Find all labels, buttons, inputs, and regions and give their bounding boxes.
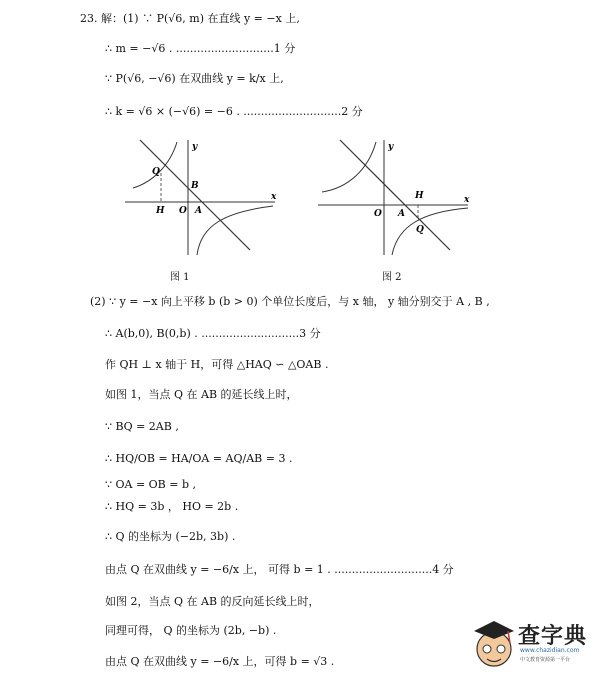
- fig1-label-Q: Q: [152, 167, 160, 177]
- fig2-label-Q: Q: [416, 225, 424, 235]
- fig2-label-x: x: [464, 195, 470, 205]
- fig1-label-A: A: [195, 206, 202, 216]
- step-m-value: ∴ m = −√6 . ............................1 分: [105, 42, 296, 55]
- logo-url: www.chazidian.com: [520, 647, 580, 654]
- fig2-label-O: O: [374, 209, 382, 219]
- chazidian-logo: [470, 615, 600, 675]
- fig1-label-O: O: [179, 206, 187, 216]
- step-similar-triangles: 作 QH ⊥ x 轴于 H，可得 △HAQ ∽ △OAB .: [105, 358, 329, 371]
- step-k-value: ∴ k = √6 × (−√6) = −6 . ............................2 分: [105, 105, 363, 118]
- figure-1: [125, 140, 285, 270]
- logo-title: 查字典: [518, 624, 588, 649]
- step-A-B-coords: ∴ A(b,0), B(0,b) . ............................3 分: [105, 327, 321, 340]
- case1-q-coords: ∴ Q 的坐标为 (−2b, 3b) .: [105, 530, 236, 543]
- case1-ratio: ∴ HQ/OB = HA/OA = AQ/AB = 3 .: [105, 452, 293, 465]
- logo-slogan: 中文教育资源第一平台: [520, 657, 571, 663]
- fig2-label-y: y: [388, 142, 394, 152]
- case1-b-value: 由点 Q 在双曲线 y = −6/x 上， 可得 b = 1 . ............................4 分: [105, 563, 454, 576]
- fig1-label-y: y: [192, 142, 198, 152]
- case1-bq: ∵ BQ = 2AB ,: [105, 420, 179, 433]
- case1-hq-ho: ∴ HQ = 3b ， HO = 2b .: [105, 500, 239, 513]
- step-hyperbola-condition: ∵ P(√6, −√6) 在双曲线 y = k/x 上,: [105, 72, 284, 85]
- fig1-label-x: x: [271, 192, 277, 202]
- question-header: 23. 解：(1) ∵ P(√6, m) 在直线 y = −x 上,: [80, 12, 300, 25]
- part2-header: (2) ∵ y = −x 向上平移 b (b > 0) 个单位长度后，与 x 轴， y 轴分别交于 A , B ,: [90, 295, 490, 308]
- figure-1-caption: 图 1: [170, 272, 190, 283]
- fig2-label-H: H: [415, 191, 424, 201]
- fig1-label-B: B: [191, 181, 199, 191]
- case1-oa-ob: ∵ OA = OB = b ,: [105, 478, 197, 491]
- fig2-label-A: A: [398, 209, 405, 219]
- figure-2-caption: 图 2: [382, 272, 402, 283]
- case2-q-coords: 同理可得， Q 的坐标为 (2b, −b) .: [105, 624, 277, 637]
- case1-header: 如图 1，当点 Q 在 AB 的延长线上时，: [105, 388, 298, 401]
- graduate-mascot-icon: [472, 617, 516, 673]
- figure-2: [318, 140, 478, 270]
- case2-b-value: 由点 Q 在双曲线 y = −6/x 上，可得 b = √3 .: [105, 655, 335, 668]
- fig1-label-H: H: [156, 206, 165, 216]
- case2-header: 如图 2，当点 Q 在 AB 的反向延长线上时，: [105, 595, 320, 608]
